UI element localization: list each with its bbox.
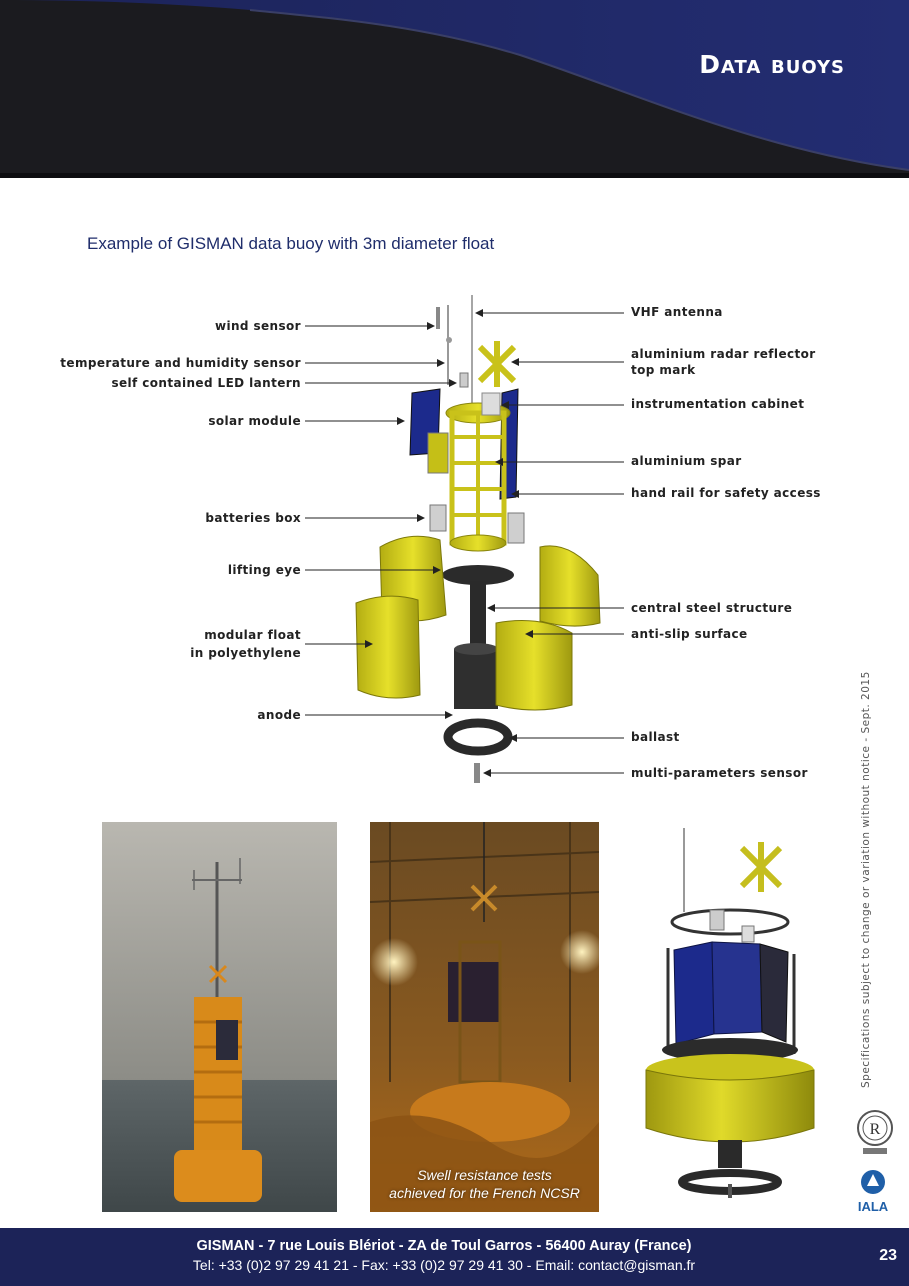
label-anode: anode [257,708,301,722]
exploded-buoy-diagram [0,285,909,795]
label-multi-parameters-sensor: multi-parameters sensor [631,766,808,780]
iala-label: IALA [857,1199,889,1214]
label-wind-sensor: wind sensor [214,319,301,333]
label-anti-slip-surface: anti-slip surface [631,627,748,641]
buoy-3d-render [630,822,830,1212]
label-batteries-box: batteries box [205,511,301,525]
footer-address: GISMAN - 7 rue Louis Blériot - ZA de Toul Garros - 56400 Auray (France) [196,1238,692,1254]
caption-line-1: Swell resistance tests [417,1167,552,1183]
label-hand-rail: hand rail for safety access [631,486,821,500]
page-number: 23 [879,1247,897,1264]
label-lifting-eye: lifting eye [227,563,301,577]
label-top-mark: top mark [631,363,696,377]
caption-line-2: achieved for the French NCSR [389,1185,580,1201]
label-solar-module: solar module [208,414,301,428]
swell-test-caption [370,1166,599,1202]
label-vhf-antenna: VHF antenna [631,305,723,319]
iala-logo [848,1168,898,1214]
label-modular-float: modular float [204,628,301,642]
specifications-note: Specifications subject to change or variation without notice - Sept. 2015 [860,671,872,1088]
page-title: Data buoys [699,50,845,79]
photo-swell-test [370,822,599,1212]
label-radar-reflector: aluminium radar reflector [631,347,816,361]
label-instrumentation-cabinet: instrumentation cabinet [631,397,805,411]
label-ballast: ballast [631,730,680,744]
label-central-steel-structure: central steel structure [631,601,793,615]
page-footer [0,1228,909,1286]
label-modular-float-material: in polyethylene [190,646,301,660]
footer-contact: Tel: +33 (0)2 97 29 41 21 - Fax: +33 (0)2 97 29 41 30 - Email: contact@gisman.fr [192,1257,696,1273]
section-subtitle: Example of GISMAN data buoy with 3m diameter float [87,234,495,253]
label-temp-humidity-sensor: temperature and humidity sensor [60,356,301,370]
header-banner [0,0,909,178]
label-led-lantern: self contained LED lantern [111,376,301,390]
page-header [0,0,909,178]
svg-text:R: R [869,1121,881,1138]
label-aluminium-spar: aluminium spar [631,454,742,468]
photo-buoy-at-sea [102,822,337,1212]
certification-logo [855,1108,895,1158]
